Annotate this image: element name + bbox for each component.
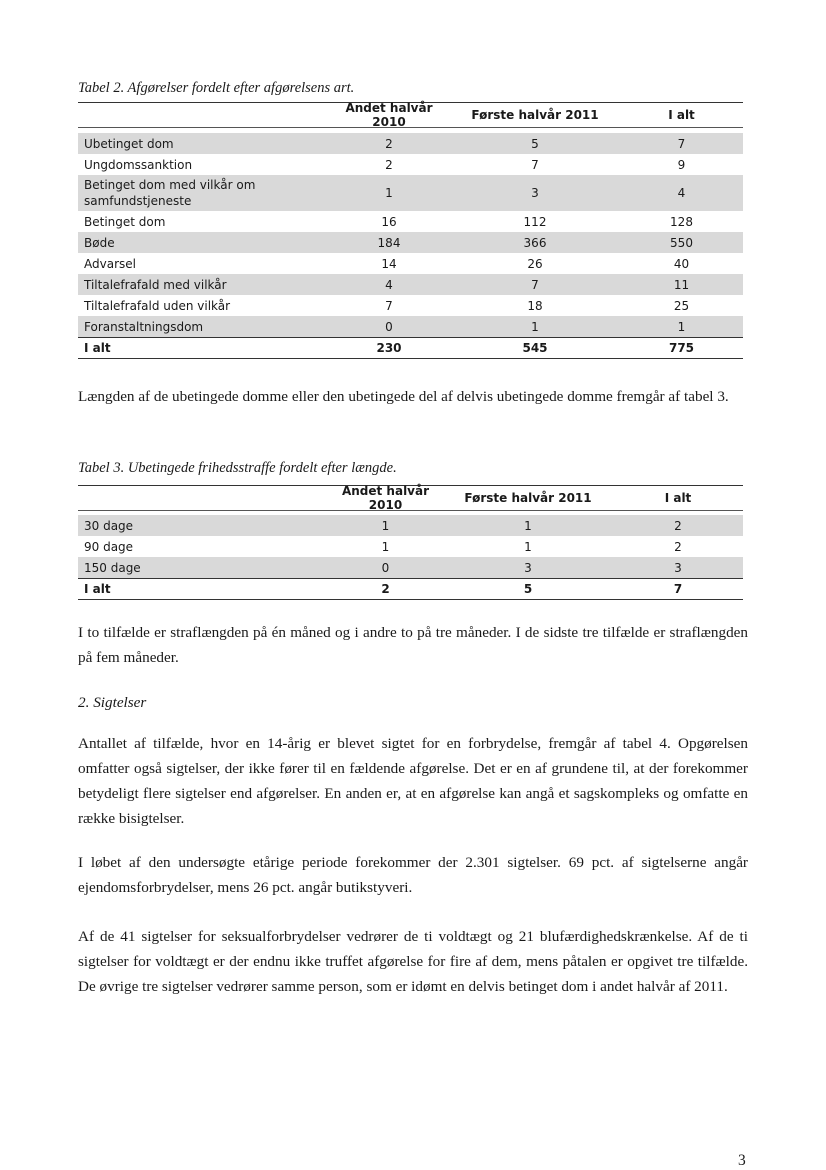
cell: 4 xyxy=(385,277,393,292)
cell: 9 xyxy=(677,157,686,172)
table-total-row xyxy=(78,337,743,359)
cell: 0 xyxy=(385,319,393,334)
row-label: I alt xyxy=(84,582,111,596)
cell: 2 xyxy=(385,136,393,151)
cell: 2 xyxy=(381,582,390,596)
table-row xyxy=(78,211,743,232)
row-label: Foranstaltningsdom xyxy=(84,319,204,334)
cell: 230 xyxy=(376,341,402,355)
table-row xyxy=(78,133,743,154)
row-label: Tiltalefrafald med vilkår xyxy=(84,277,227,292)
cell: 7 xyxy=(673,582,683,596)
cell: 11 xyxy=(673,277,690,292)
row-label: 90 dage xyxy=(84,539,134,554)
paragraph: I to tilfælde er straflængden på én måned og i andre to på tre måneder. I de sidste tre tilfælde er straflængden på fem måneder. xyxy=(78,624,748,666)
table-header xyxy=(78,485,743,511)
paragraph: Antallet af tilfælde, hvor en 14-årig er blevet sigtet for en forbrydelse, fremgår af tabel 4. Opgørelsen omfatter også sigtelser, der ikke fører til en fældende afgørelse. Det er en af grundene til, at der forekommer betydeligt flere sigtelser end afgørelser. En anden er, at en afgørelse kan angå et sagskompleks og omfatte en række bisigtelser. xyxy=(78,735,748,827)
header-cell: Første halvår 2011 xyxy=(464,491,592,505)
paragraph: I løbet af den undersøgte etårige periode forekommer der 2.301 sigtelser. 69 pct. af sigtelserne angår ejendomsforbrydelser, mens 26 pct. angår butikstyveri. xyxy=(78,854,748,896)
row-label: Ubetinget dom xyxy=(84,136,174,151)
table-2-caption: Tabel 2. Afgørelser fordelt efter afgørelsens art. xyxy=(78,80,355,96)
cell: 775 xyxy=(668,341,695,355)
cell: 1 xyxy=(381,518,390,533)
cell: 2 xyxy=(385,157,393,172)
cell: 1 xyxy=(524,518,532,533)
cell: 128 xyxy=(670,214,693,229)
cell: 18 xyxy=(527,298,543,313)
header-cell: I alt xyxy=(668,108,695,122)
cell: 40 xyxy=(673,256,690,271)
table-row xyxy=(78,232,743,253)
cell: 7 xyxy=(677,136,686,151)
table-row xyxy=(78,316,743,337)
table-3-caption: Tabel 3. Ubetingede frihedsstraffe fordelt efter længde. xyxy=(78,460,397,476)
row-label: Advarsel xyxy=(84,256,136,271)
table-2 xyxy=(78,102,743,359)
cell: 4 xyxy=(677,186,686,200)
cell: 7 xyxy=(531,157,539,172)
row-label: Ungdomssanktion xyxy=(84,157,193,172)
table-header xyxy=(78,102,743,128)
table-row xyxy=(78,557,743,578)
header-cell: Første halvår 2011 xyxy=(471,108,599,122)
row-label: 150 dage xyxy=(84,560,141,575)
table-row xyxy=(78,253,743,274)
section-heading: 2. Sigtelser xyxy=(78,694,147,711)
cell: 14 xyxy=(381,256,397,271)
header-cell: I alt xyxy=(664,491,692,505)
cell: 3 xyxy=(531,186,539,200)
cell: 5 xyxy=(531,136,539,151)
cell: 7 xyxy=(531,277,539,292)
cell: 545 xyxy=(522,341,548,355)
cell: 3 xyxy=(524,560,532,575)
cell: 2 xyxy=(674,539,682,554)
row-label: Bøde xyxy=(84,235,115,250)
page-number: 3 xyxy=(738,1152,746,1169)
table-row xyxy=(78,274,743,295)
cell: 3 xyxy=(674,560,682,575)
table-row xyxy=(78,536,743,557)
cell: 16 xyxy=(381,214,397,229)
cell: 1 xyxy=(381,539,390,554)
cell: 550 xyxy=(670,235,693,250)
cell: 366 xyxy=(523,235,547,250)
row-label: Betinget dom med vilkår om samfundstjeneste xyxy=(84,178,256,208)
cell: 112 xyxy=(523,214,547,229)
cell: 184 xyxy=(377,235,401,250)
header-cell: Andet halvår 2010 xyxy=(345,101,433,129)
table-row xyxy=(78,515,743,536)
cell: 1 xyxy=(524,539,532,554)
cell: 7 xyxy=(385,298,393,313)
header-cell: Andet halvår 2010 xyxy=(341,484,430,512)
cell: 0 xyxy=(381,560,390,575)
row-label: 30 dage xyxy=(84,518,134,533)
row-label: Betinget dom xyxy=(84,214,166,229)
cell: 1 xyxy=(531,319,539,334)
cell: 1 xyxy=(677,319,686,334)
cell: 5 xyxy=(523,582,533,596)
row-label: I alt xyxy=(84,341,111,355)
paragraph: Af de 41 sigtelser for seksualforbrydelser vedrører de ti voldtægt og 21 blufærdighedskrænkelse. Af de ti sigtelser for voldtægt er der endnu ikke truffet afgørelse for fire af dem, mens påtalen er opgivet tre tilfælde. De øvrige tre sigtelser vedrører samme person, som er idømt en delvis betinget dom i andet halvår af 2011. xyxy=(78,928,748,995)
cell: 25 xyxy=(673,298,690,313)
cell: 26 xyxy=(527,256,543,271)
row-label: Tiltalefrafald uden vilkår xyxy=(84,298,231,313)
table-row xyxy=(78,295,743,316)
table-3 xyxy=(78,485,743,600)
cell: 2 xyxy=(674,518,682,533)
cell: 1 xyxy=(385,186,393,200)
table-row xyxy=(78,175,743,211)
table-row xyxy=(78,154,743,175)
table-total-row xyxy=(78,578,743,600)
paragraph: Længden af de ubetingede domme eller den ubetingede del af delvis ubetingede domme fremgår af tabel 3. xyxy=(78,388,729,405)
